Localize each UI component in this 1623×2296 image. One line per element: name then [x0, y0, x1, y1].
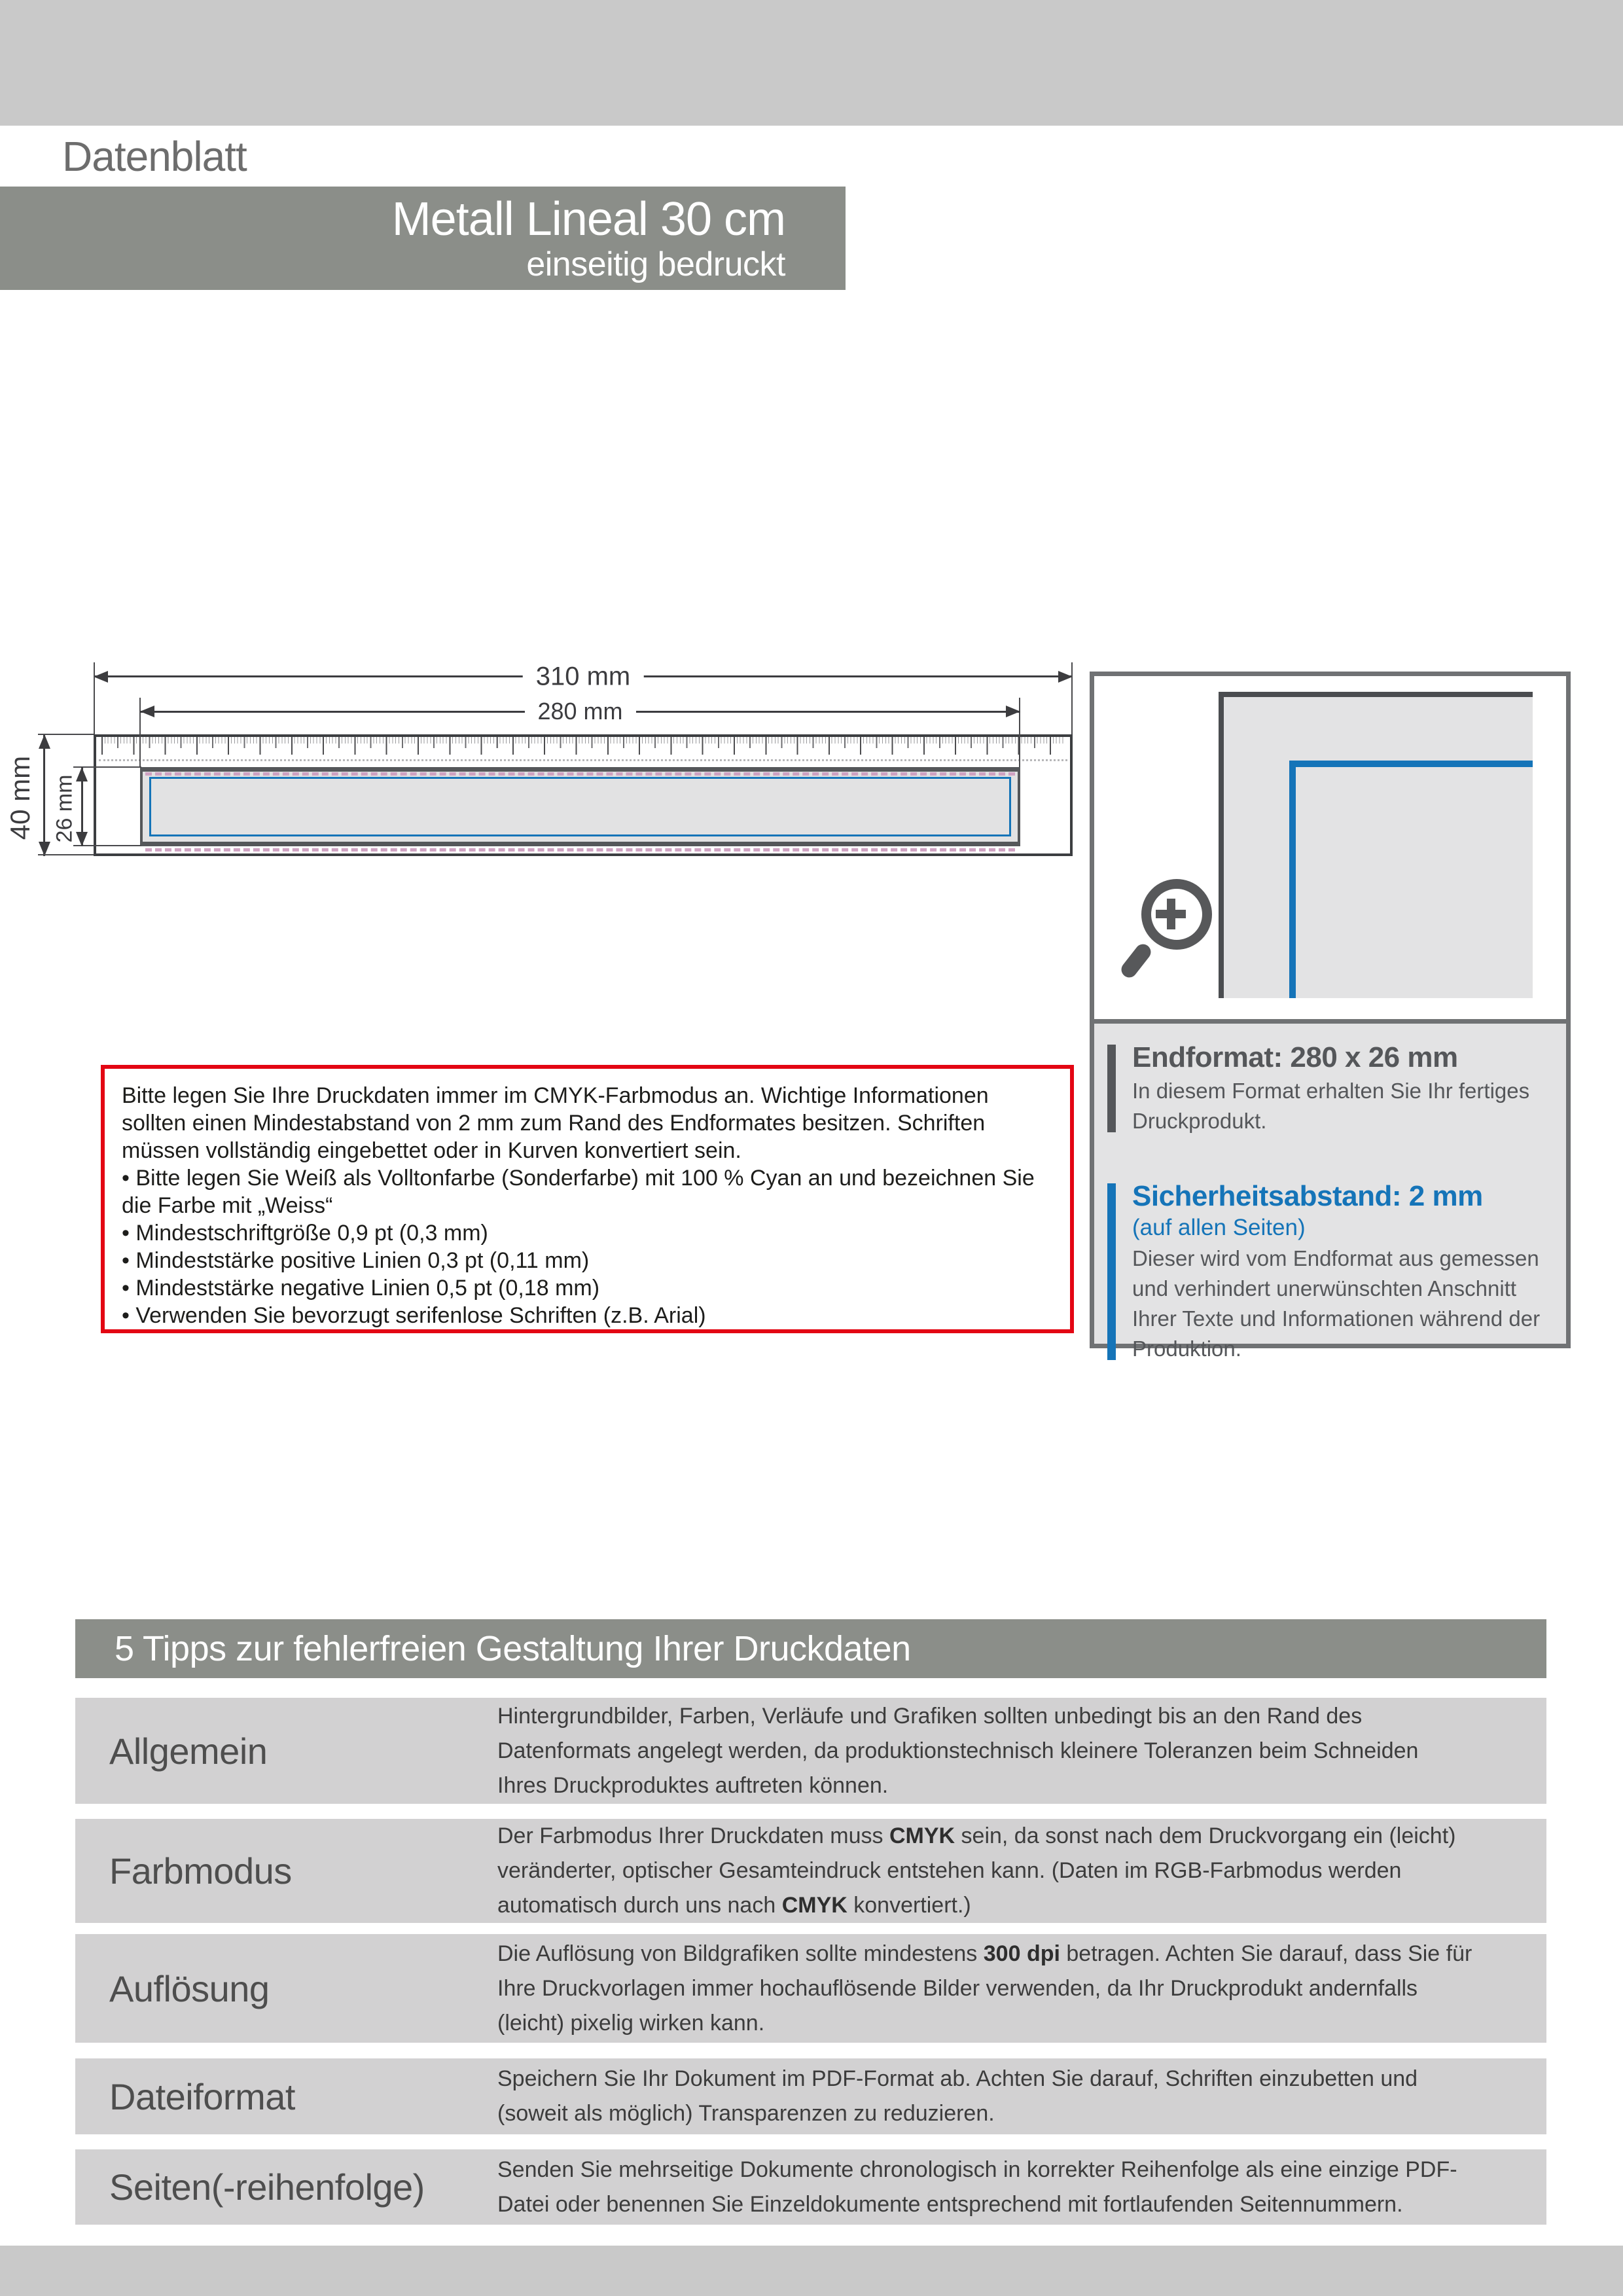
- extension-line: [1071, 662, 1073, 734]
- dim-label-280: 280 mm: [524, 698, 635, 725]
- page-title: Metall Lineal 30 cm: [391, 193, 785, 245]
- dim-label-310: 310 mm: [523, 662, 644, 692]
- doc-type-box: [0, 126, 330, 187]
- dimension-310mm: [94, 662, 1073, 691]
- format-detail-panel: [1090, 672, 1571, 1361]
- safety-margin-line: [1289, 761, 1533, 767]
- safety-marker-bar: [1107, 1183, 1116, 1360]
- instruction-paragraph: • Mindeststärke positive Linien 0,3 pt (0,11 mm): [122, 1248, 590, 1273]
- endformat-marker-bar: [1107, 1045, 1116, 1132]
- page-subtitle: einseitig bedruckt: [526, 245, 785, 283]
- extension-line: [94, 662, 95, 734]
- tip-row-text: Der Farbmodus Ihrer Druckdaten muss CMYK sein, da sonst nach dem Druckvorgang ein (leicht) veränderter, optischer Gesamteindruck entstehen kann. (Daten im RGB-Farbmodus werden automatisch durch uns nach CMYK konvertiert.): [497, 1823, 1456, 1918]
- dimension-26mm: [52, 767, 89, 846]
- dim-label-26: 26 mm: [52, 774, 77, 842]
- print-area: [140, 767, 1020, 846]
- instruction-paragraph: • Verwenden Sie bevorzugt serifenlose Schriften (z.B. Arial): [122, 1303, 706, 1328]
- ruler-dotted-line: [99, 759, 1067, 761]
- doc-type-label: Datenblatt: [62, 132, 247, 180]
- dimension-280mm: [140, 698, 1020, 725]
- tip-row: [75, 2149, 1546, 2225]
- cut-line-dashes-bottom: [145, 848, 1015, 852]
- extension-line: [38, 734, 94, 735]
- tip-row: [75, 1819, 1546, 1923]
- safety-subtitle: (auf allen Seiten): [1132, 1215, 1306, 1240]
- title-band: [0, 187, 846, 290]
- cut-line-dashes-top: [145, 772, 1015, 776]
- format-info: [1094, 1019, 1566, 1361]
- footer-band: [0, 2246, 1623, 2296]
- tip-row-label: Dateiformat: [109, 2075, 295, 2117]
- instruction-paragraph: • Bitte legen Sie Weiß als Volltonfarbe (Sonderfarbe) mit 100 % Cyan an und bezeichnen Sie die Farbe mit „Weiss“: [122, 1166, 1035, 1218]
- tip-row: [75, 1934, 1546, 2043]
- tips-header-band: [75, 1619, 1546, 1678]
- tip-row: [75, 2058, 1546, 2134]
- dimension-40mm: [5, 734, 52, 856]
- tip-row-label: Seiten(-reihenfolge): [109, 2166, 425, 2208]
- magnifier-plus-icon: [1127, 879, 1232, 1010]
- corner-zoom-illustration: [1219, 692, 1533, 998]
- safety-body: Dieser wird vom Endformat aus gemessen und verhindert unerwünschten Anschnitt Ihrer Texte und Informationen während der Produktion.: [1132, 1246, 1541, 1361]
- ruler-scale-ticks: [101, 737, 1065, 757]
- safety-title: Sicherheitsabstand: 2 mm: [1132, 1180, 1483, 1212]
- safety-margin-border: [149, 777, 1011, 836]
- instruction-paragraph: • Mindeststärke negative Linien 0,5 pt (0,18 mm): [122, 1276, 600, 1300]
- instruction-paragraph: Bitte legen Sie Ihre Druckdaten immer im CMYK-Farbmodus an. Wichtige Informationen sollten einen Mindestabstand von 2 mm zum Rand des Endformates besitzen. Schriften müssen vollständig eingebettet oder in Kurven konvertiert sein.: [122, 1083, 989, 1163]
- dim-label-40: 40 mm: [5, 755, 35, 840]
- tip-row-text: Speichern Sie Ihr Dokument im PDF-Format ab. Achten Sie darauf, Schriften einzubetten und (soweit als möglich) Transparenzen zu reduzieren.: [497, 2066, 1418, 2126]
- tips-heading: 5 Tipps zur fehlerfreien Gestaltung Ihrer Druckdaten: [115, 1629, 911, 1668]
- tip-row-label: Auflösung: [109, 1967, 270, 2009]
- print-data-instructions-box: [101, 1065, 1074, 1333]
- endformat-block: [1107, 1041, 1546, 1136]
- safety-margin-line: [1289, 761, 1296, 998]
- tip-row-label: Farbmodus: [109, 1850, 292, 1892]
- safety-distance-block: [1107, 1179, 1546, 1364]
- endformat-title: Endformat: 280 x 26 mm: [1132, 1041, 1458, 1073]
- top-band: [0, 0, 1623, 126]
- tip-row-text: Hintergrundbilder, Farben, Verläufe und Grafiken sollten unbedingt bis an den Rand des Datenformats angelegt werden, da produktionstechnisch kleinere Toleranzen beim Schneiden Ihres Druckproduktes auftreten können.: [497, 1703, 1419, 1798]
- endformat-body: In diesem Format erhalten Sie Ihr fertiges Druckprodukt.: [1132, 1079, 1530, 1133]
- tip-row-label: Allgemein: [109, 1730, 268, 1772]
- instruction-paragraph: • Mindestschriftgröße 0,9 pt (0,3 mm): [122, 1221, 488, 1246]
- tip-row: [75, 1698, 1546, 1804]
- tip-row-text: Die Auflösung von Bildgrafiken sollte mindestens 300 dpi betragen. Achten Sie darauf, dass Sie für Ihre Druckvorlagen immer hochauflösende Bilder verwenden, da Ihr Druckprodukt andernfalls (leicht) pixelig wirken kann.: [497, 1941, 1472, 2036]
- tip-row-text: Senden Sie mehrseitige Dokumente chronologisch in korrekter Reihenfolge als eine einzige PDF-Datei oder benennen Sie Einzeldokumente entsprechend mit fortlaufenden Seitennummern.: [497, 2157, 1457, 2217]
